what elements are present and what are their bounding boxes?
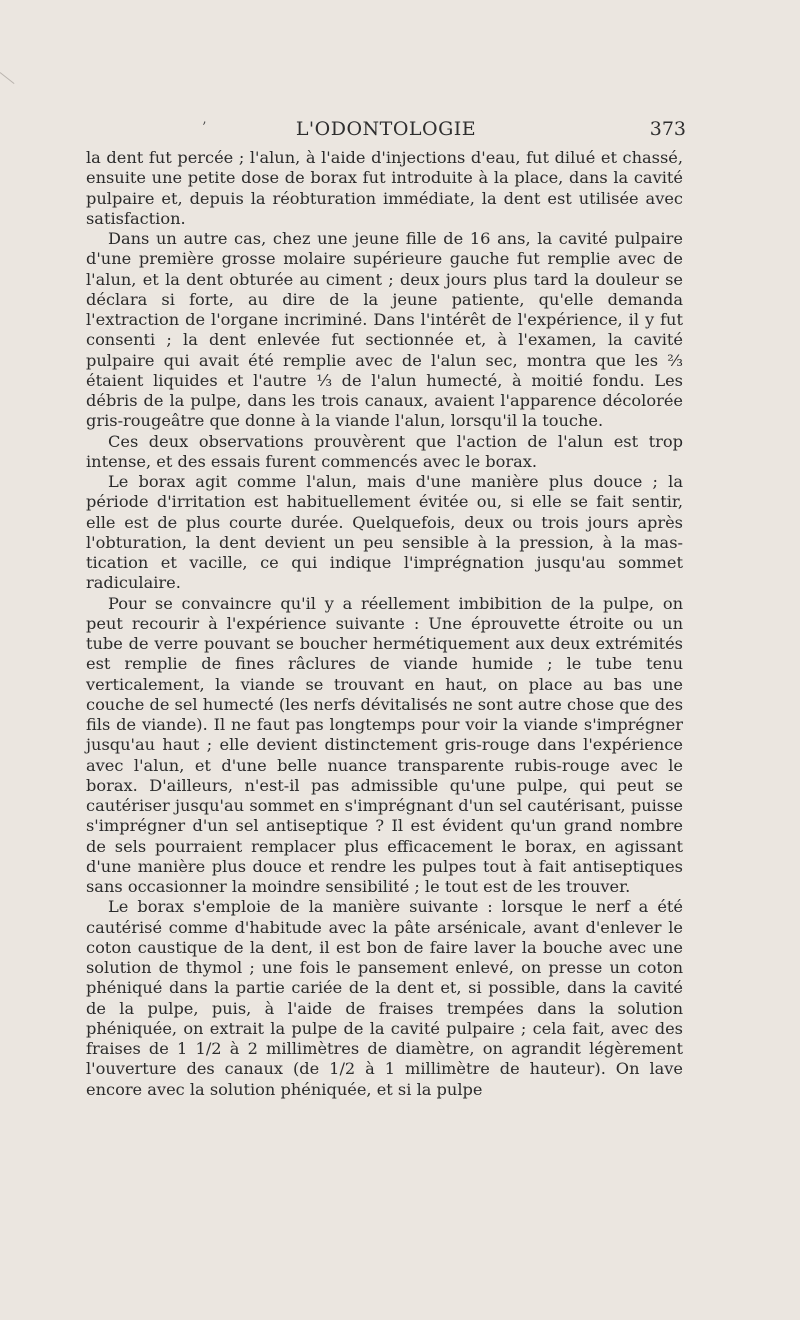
paragraph-3: Ces deux observations prouvèrent que l'action de l'alun est trop intense, et des essais furent commencés avec le borax. — [86, 431, 683, 471]
stray-mark — [0, 72, 14, 84]
paragraph-1: la dent fut percée ; l'alun, à l'aide d'injections d'eau, fut dilué et chassé, ensuite une petite dose de borax fut introduite à la place, dans la cavité pulpaire et, depuis la réobturation immédiate, la dent est utilisée avec satisfaction. — [86, 148, 683, 228]
page-header — [86, 118, 686, 142]
header-tick-mark: ’ — [202, 120, 207, 136]
running-title: L'ODONTOLOGIE — [295, 118, 477, 140]
body-text — [86, 148, 683, 1100]
paragraph-5: Pour se convaincre qu'il y a réellement imbibition de la pulpe, on peut recourir à l'expérience suivante : Une éprouvette étroite ou un tube de verre pouvant se boucher hermétiquement aux deux extrémités est remplie de fines râclures de viande humide ; le tube tenu verticalement, la viande se trouvant en haut, on place au bas une couche de sel humecté (les nerfs dévitalisés ne sont autre chose que des fils de viande). Il ne faut pas longtemps pour voir la viande s'imprégner jusqu'au haut ; elle devient distinctement gris-rouge dans l'expérience avec l'alun, et d'une belle nuance transparente rubis-rouge avec le borax. D'ailleurs, n'est-il pas admissible qu'une pulpe, qui peut se cautériser jusqu'au sommet en s'imprégnant d'un sel cautérisant, puisse s'imprégner d'un sel antiseptique ? Il est évident qu'un grand nombre de sels pourraient remplacer plus efficacement le borax, en agissant d'une manière plus douce et rendre les pulpes tout à fait antiseptiques sans occasionner la moindre sensibilité ; le tout est de les trouver. — [86, 593, 684, 896]
paragraph-6: Le borax s'emploie de la manière suivante : lorsque le nerf a été cautérisé comme d'habitude avec la pâte arsénicale, avant d'enlever le coton caustique de la dent, il est bon de faire laver la bouche avec une solution de thymol ; une fois le pansement enlevé, on presse un coton phéniqué dans la partie cariée de la dent et, si possible, dans la cavité de la pulpe, puis, à l'aide de fraises trempées dans la solution phéniquée, on extrait la pulpe de la cavité pulpaire ; cela fait, avec des fraises de 1 1/2 à 2 millimètres de diamètre, on agrandit légèrement l'ouverture des canaux (de 1/2 à 1 millimètre de hauteur). On lave encore avec la solution phéniquée, et si la pulpe — [86, 897, 683, 1099]
page-number: 373 — [649, 118, 686, 140]
paragraph-2: Dans un autre cas, chez une jeune fille de 16 ans, la cavité pulpaire d'une première grosse molaire supérieure gauche fut remplie avec de l'alun, et la dent obturée au ciment ; deux jours plus tard la douleur se déclara si forte, au dire de la jeune patiente, qu'elle demanda l'extraction de l'organe incriminé. Dans l'intérêt de l'expérience, il y fut consenti ; la dent enlevée fut sectionnée et, à l'examen, la cavité pulpaire qui avait été remplie avec de l'alun sec, montra que les ⅔ étaient liquides et l'autre ⅓ de l'alun humecté, à moitié fondu. Les débris de la pulpe, dans les trois canaux, avaient l'apparence décolorée gris-rougeâtre que donne à la viande l'alun, lorsqu'il la touche. — [86, 229, 683, 431]
paragraph-4: Le borax agit comme l'alun, mais d'une manière plus douce ; la période d'irritation est habituellement évitée ou, si elle se fait sentir, elle est de plus courte durée. Quelquefois, deux ou trois jours après l'obturation, la dent devient un peu sensible à la pression, à la mastication et vacille, ce qui indique l'imprégnation jusqu'au sommet radiculaire. — [86, 472, 683, 593]
